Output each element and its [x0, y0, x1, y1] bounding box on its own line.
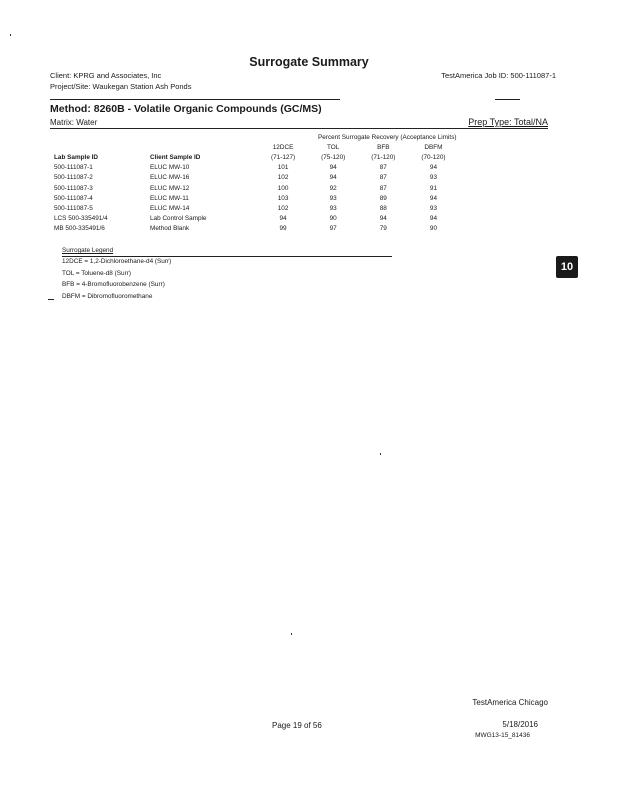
value-dbfm: 94 — [429, 215, 437, 223]
client-name: Client: KPRG and Associates, Inc — [50, 71, 162, 80]
value-12dce: 99 — [279, 225, 287, 233]
value-12dce: 102 — [277, 204, 289, 212]
value-bfb: 79 — [379, 225, 387, 233]
method-title: Method: 8260B - Volatile Organic Compounds (GC/MS) — [50, 103, 322, 115]
col-lab-sample-id: Lab Sample ID — [54, 153, 99, 161]
scan-speck — [380, 453, 381, 455]
table-row — [52, 214, 459, 224]
abbr-dbfm: DBFM — [424, 143, 443, 151]
client-sample-id: ELUC MW-11 — [150, 194, 189, 202]
page-number: Page 19 of 56 — [272, 721, 322, 730]
value-12dce: 102 — [277, 174, 289, 182]
abbr-bfb: BFB — [377, 143, 390, 151]
value-tol: 92 — [329, 184, 337, 192]
value-tol: 93 — [329, 204, 337, 212]
abbr-12dce: 12DCE — [272, 143, 294, 151]
surrogate-legend — [62, 245, 171, 302]
scan-speck — [10, 34, 11, 36]
lab-sample-id: LCS 500-335491/4 — [54, 215, 108, 223]
group-header-row — [52, 132, 459, 142]
value-tol: 93 — [329, 194, 337, 202]
value-dbfm: 91 — [429, 184, 437, 192]
value-dbfm: 93 — [429, 204, 437, 212]
lab-sample-id: MB 500-335491/6 — [54, 225, 105, 233]
table-row — [52, 203, 459, 213]
abbr-row — [52, 142, 459, 152]
client-sample-id: ELUC MW-14 — [150, 204, 190, 212]
project-site: Project/Site: Waukegan Station Ash Ponds — [50, 82, 192, 91]
limits-dbfm: (70-120) — [421, 153, 446, 161]
value-dbfm: 93 — [429, 174, 437, 182]
footer-lab-name: TestAmerica Chicago — [472, 698, 548, 707]
limits-tol: (75-120) — [321, 153, 346, 161]
report-date: 5/18/2016 — [502, 720, 538, 729]
client-sample-id: ELUC MW-12 — [150, 184, 190, 192]
value-bfb: 87 — [379, 174, 387, 182]
limits-bfb: (71-120) — [371, 153, 396, 161]
client-sample-id: ELUC MW-10 — [150, 164, 190, 172]
lab-sample-id: 500-111087-1 — [54, 164, 93, 172]
value-tol: 90 — [329, 215, 337, 223]
value-tol: 94 — [329, 164, 337, 172]
value-bfb: 87 — [379, 184, 387, 192]
value-12dce: 100 — [277, 184, 289, 192]
legend-title: Surrogate Legend — [62, 247, 114, 254]
value-tol: 97 — [329, 225, 337, 233]
table-row — [52, 183, 459, 193]
lab-sample-id: 500-111087-3 — [54, 184, 93, 192]
col-client-sample-id: Client Sample ID — [150, 153, 201, 161]
table-row — [52, 224, 459, 234]
document-id: MWG13-15_81436 — [475, 732, 530, 739]
value-12dce: 101 — [277, 164, 289, 172]
lab-sample-id: 500-111087-2 — [54, 174, 93, 182]
lab-sample-id: 500-111087-4 — [54, 194, 93, 202]
value-dbfm: 94 — [429, 194, 437, 202]
value-12dce: 103 — [277, 194, 289, 202]
prep-type: Prep Type: Total/NA — [468, 117, 548, 127]
method-rule — [50, 99, 340, 100]
group-header: Percent Surrogate Recovery (Acceptance Limits) — [318, 133, 457, 141]
job-id: TestAmerica Job ID: 500-111087-1 — [441, 71, 556, 80]
legend-item: TOL = Toluene-d8 (Surr) — [62, 269, 131, 277]
abbr-tol: TOL — [327, 143, 340, 151]
legend-item: 12DCE = 1,2-Dichloroethane-d4 (Surr) — [62, 258, 172, 266]
value-tol: 94 — [329, 174, 337, 182]
legend-item: DBFM = Dibromofluoromethane — [62, 292, 153, 300]
value-bfb: 88 — [379, 204, 387, 212]
limits-12dce: (71-127) — [270, 153, 296, 161]
client-sample-id: Lab Control Sample — [150, 215, 207, 223]
table-row — [52, 173, 459, 183]
lab-sample-id: 500-111087-5 — [54, 204, 93, 212]
margin-mark — [48, 299, 54, 300]
table-row — [52, 163, 459, 173]
scan-speck — [291, 633, 292, 635]
value-12dce: 94 — [279, 215, 287, 223]
value-bfb: 94 — [379, 215, 387, 223]
client-sample-id: Method Blank — [150, 225, 190, 233]
value-bfb: 87 — [379, 164, 387, 172]
matrix-rule — [50, 128, 548, 129]
header-rule-right — [495, 99, 520, 100]
legend-item: BFB = 4-Bromofluorobenzene (Surr) — [62, 281, 165, 289]
value-bfb: 89 — [379, 194, 387, 202]
section-tab-badge: 10 — [556, 256, 578, 278]
table-row — [52, 193, 459, 203]
value-dbfm: 94 — [429, 164, 437, 172]
matrix-label: Matrix: Water — [50, 118, 98, 127]
column-header-row — [52, 152, 459, 162]
page-title: Surrogate Summary — [249, 55, 369, 69]
client-sample-id: ELUC MW-16 — [150, 174, 190, 182]
surrogate-table — [52, 132, 459, 234]
value-dbfm: 90 — [429, 225, 437, 233]
